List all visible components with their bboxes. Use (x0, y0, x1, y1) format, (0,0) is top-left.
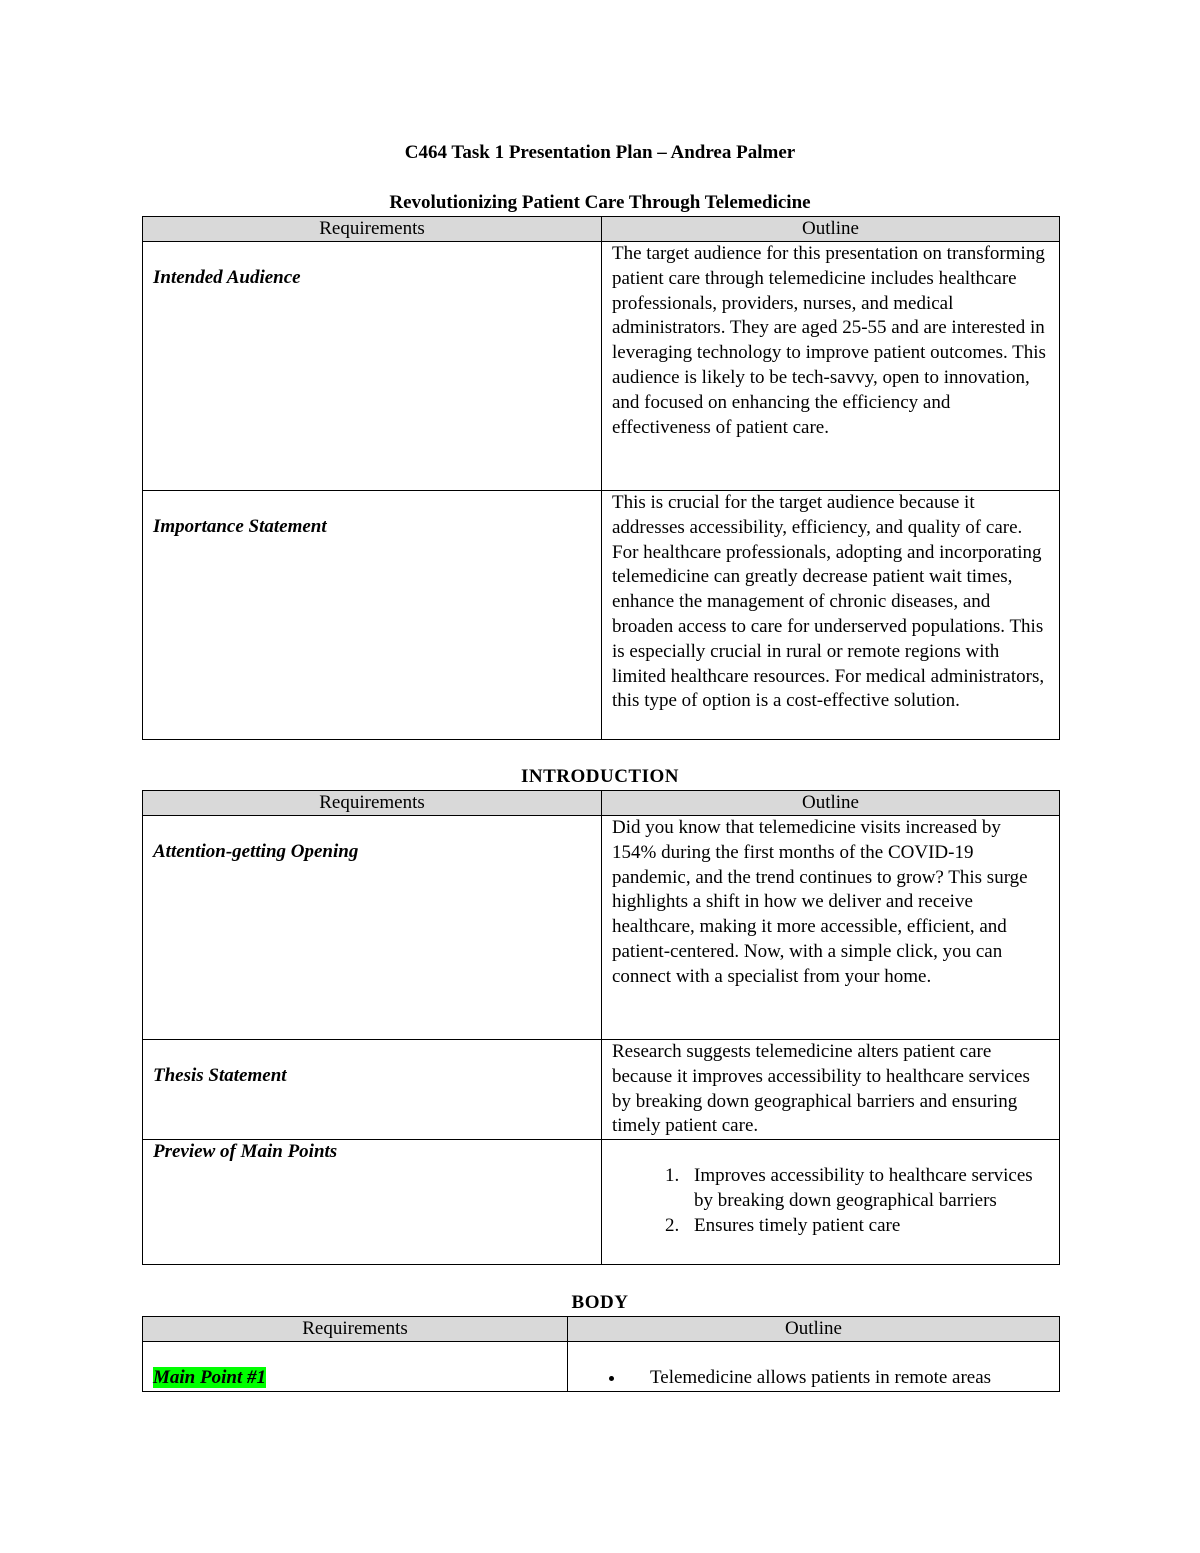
body-table (142, 1316, 1060, 1392)
document-title: C464 Task 1 Presentation Plan – Andrea Palmer (404, 142, 796, 163)
table-row (143, 242, 1060, 491)
introduction-heading: INTRODUCTION (520, 766, 680, 787)
introduction-table (142, 790, 1060, 1265)
main-points-list (612, 1164, 1049, 1238)
table-row (143, 491, 1060, 740)
outline-header: Outline (568, 1317, 1060, 1342)
list-item: 2. Ensures timely patient care (684, 1214, 1049, 1239)
table-row (143, 1040, 1060, 1140)
table-row (143, 1140, 1060, 1265)
preview-main-points-label: Preview of Main Points (143, 1140, 602, 1265)
requirements-header: Requirements (143, 217, 602, 242)
overview-table (142, 216, 1060, 740)
thesis-statement-text: Research suggests telemedicine alters patient care because it improves accessibility to healthcare services by breaking down geographical barriers and ensuring timely patient care. (602, 1040, 1060, 1140)
preview-main-points-cell (602, 1140, 1060, 1265)
table-header-row (143, 1317, 1060, 1342)
list-item: • Telemedicine allows patients in remote areas (626, 1366, 1049, 1391)
intended-audience-label: Intended Audience (143, 242, 602, 491)
main-point-1-list (578, 1366, 1049, 1391)
outline-header: Outline (602, 791, 1060, 816)
table-row (143, 1342, 1060, 1392)
importance-statement-label: Importance Statement (143, 491, 602, 740)
importance-statement-text: This is crucial for the target audience because it addresses accessibility, efficiency, and quality of care. For healthcare professionals, adopting and incorporating telemedicine can greatly decrease patient wait times, enhance the management of chronic diseases, and broaden access to care for underserved populations. This is especially crucial in rural or remote regions with limited healthcare resources. For medical administrators, this type of option is a cost-effective solution. (602, 491, 1060, 740)
intended-audience-text: The target audience for this presentation on transforming patient care through telemedicine includes healthcare professionals, providers, nurses, and medical administrators. They are aged 25-55 and are interested in leveraging technology to improve patient outcomes. This audience is likely to be tech-savvy, open to innovation, and focused on enhancing the efficiency and effectiveness of patient care. (602, 242, 1060, 491)
table-header-row (143, 791, 1060, 816)
document-subtitle: Revolutionizing Patient Care Through Telemedicine (389, 192, 811, 213)
attention-opening-label: Attention-getting Opening (143, 816, 602, 1040)
table-row (143, 816, 1060, 1040)
thesis-statement-label: Thesis Statement (143, 1040, 602, 1140)
main-point-1-label-cell (143, 1342, 568, 1392)
table-header-row (143, 217, 1060, 242)
requirements-header: Requirements (143, 791, 602, 816)
outline-header: Outline (602, 217, 1060, 242)
requirements-header: Requirements (143, 1317, 568, 1342)
list-item: 1. Improves accessibility to healthcare services by breaking down geographical barriers (684, 1164, 1049, 1214)
attention-opening-text: Did you know that telemedicine visits increased by 154% during the first months of the COVID-19 pandemic, and the trend continues to grow? This surge highlights a shift in how we deliver and receive healthcare, making it more accessible, efficient, and patient-centered. Now, with a simple click, you can connect with a specialist from your home. (602, 816, 1060, 1040)
main-point-1-outline (568, 1342, 1060, 1392)
main-point-1-label: Main Point #1 (153, 1367, 266, 1388)
body-heading: BODY (571, 1292, 629, 1313)
